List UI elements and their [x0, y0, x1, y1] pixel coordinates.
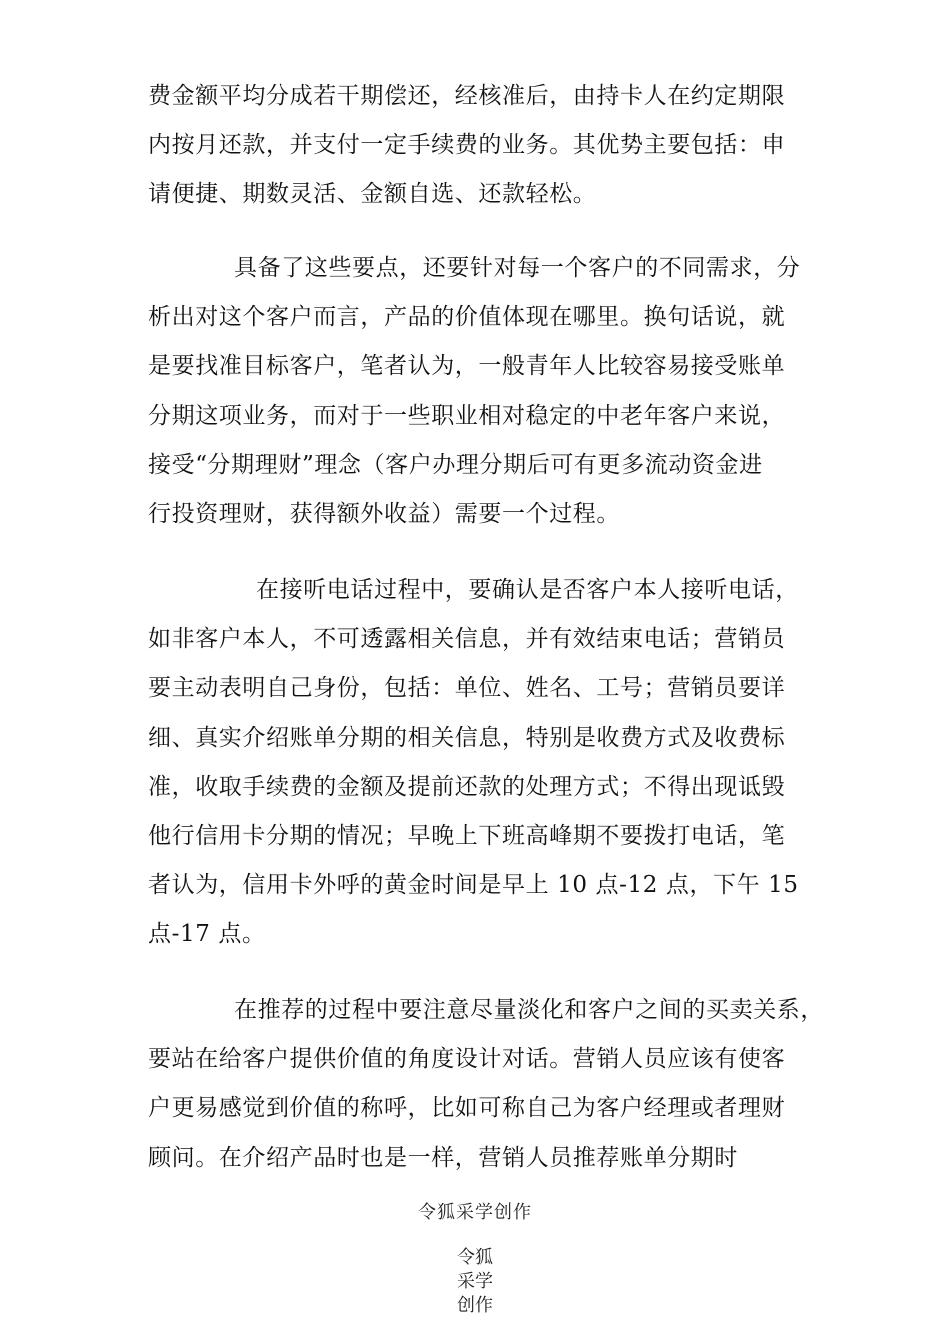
paragraph-2	[148, 244, 800, 539]
paragraph-4	[148, 986, 824, 1183]
text-line: 要主动表明自己身份，包括：单位、姓名、工号；营销员要详	[148, 675, 786, 702]
text-line: 分期这项业务，而对于一些职业相对稳定的中老年客户来说，	[148, 402, 786, 429]
page-footer: 令狐采学创作	[418, 1202, 532, 1223]
text-line: 者认为，信用卡外呼的黄金时间是早上 10 点-12 点，下午 15	[148, 872, 799, 899]
text-line: 析出对这个客户而言，产品的价值体现在哪里。换句话说，就	[148, 304, 786, 331]
text-line: 请便捷、期数灵活、金额自选、还款轻松。	[148, 181, 597, 208]
text-line: 费金额平均分成若干期偿还，经核准后，由持卡人在约定期限	[148, 83, 786, 109]
text-line: 点-17 点。	[148, 921, 266, 948]
text-line: 接受“分期理财”理念（客户办理分期后可有更多流动资金进	[148, 451, 763, 478]
text-line: 顾问。在介绍产品时也是一样，营销人员推荐账单分期时	[148, 1144, 738, 1171]
text-line: 户更易感觉到价值的称呼，比如可称自己为客户经理或者理财	[148, 1095, 786, 1122]
text-line: 内按月还款，并支付一定手续费的业务。其优势主要包括：申	[148, 132, 786, 159]
footer-stack-line: 令狐	[457, 1247, 493, 1268]
text-line: 在推荐的过程中要注意尽量淡化和客户之间的买卖关系，	[234, 997, 824, 1023]
text-line: 准，收取手续费的金额及提前还款的处理方式；不得出现诋毁	[148, 773, 786, 800]
text-line: 如非客户本人，不可透露相关信息，并有效结束电话；营销员	[148, 626, 786, 653]
text-line: 是要找准目标客户，笔者认为，一般青年人比较容易接受账单	[148, 353, 786, 380]
paragraph-1	[148, 72, 785, 220]
footer-stack-line: 采学	[457, 1271, 493, 1292]
paragraph-3	[148, 566, 799, 960]
text-line: 他行信用卡分期的情况；早晚上下班高峰期不要拨打电话，笔	[148, 822, 786, 849]
text-line: 要站在给客户提供价值的角度设计对话。营销人员应该有使客	[148, 1046, 786, 1073]
text-line: 行投资理财，获得额外收益）需要一个过程。	[148, 500, 620, 527]
text-line: 在接听电话过程中，要确认是否客户本人接听电话，	[256, 577, 799, 603]
text-line: 具备了这些要点，还要针对每一个客户的不同需求，分	[234, 255, 801, 281]
footer-stack-line: 创作	[457, 1295, 493, 1316]
text-line: 细、真实介绍账单分期的相关信息，特别是收费方式及收费标	[148, 724, 786, 751]
footer-stacked-text	[0, 1246, 950, 1318]
